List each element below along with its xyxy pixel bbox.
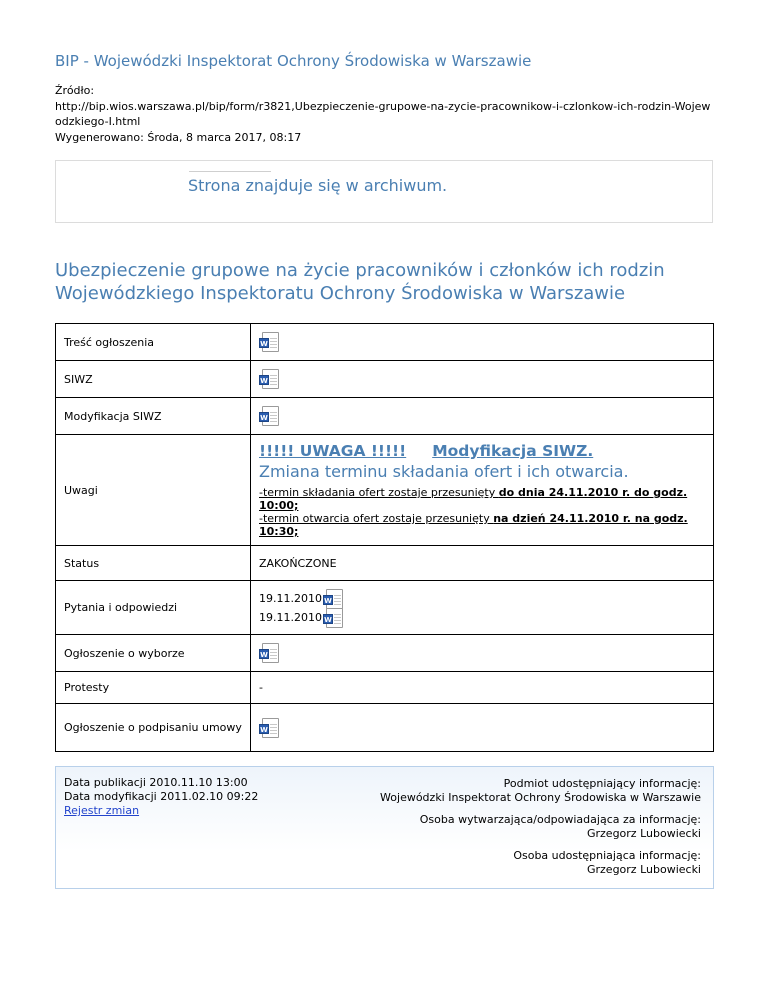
word-document-icon[interactable]: W	[259, 718, 279, 738]
row-value	[251, 704, 714, 752]
row-value	[251, 435, 714, 546]
row-label: Uwagi	[56, 435, 251, 546]
source-label: Źródło:	[55, 84, 95, 97]
word-document-icon[interactable]: W	[259, 643, 279, 663]
table-row-siwz	[56, 361, 714, 398]
qa-item: 19.11.2010 W	[259, 608, 705, 627]
row-value	[251, 635, 714, 672]
row-label: Protesty	[56, 672, 251, 704]
site-title: BIP - Wojewódzki Inspektorat Ochrony Środowiska w Warszawie	[55, 52, 532, 70]
subject-label: Podmiot udostępniający informację:	[503, 777, 701, 790]
archive-notice: Strona znajduje się w archiwum.	[188, 176, 448, 195]
protesty-value: -	[251, 672, 714, 704]
row-label: Ogłoszenie o wyborze	[56, 635, 251, 672]
table-row-wybor	[56, 635, 714, 672]
archive-notice-box	[55, 160, 713, 223]
footer-responsibility	[380, 777, 701, 885]
row-label: Treść ogłoszenia	[56, 324, 251, 361]
table-row-uwagi	[56, 435, 714, 546]
document-meta	[55, 83, 715, 145]
source-url: http://bip.wios.warszawa.pl/bip/form/r3821,Ubezpieczenie-grupowe-na-zycie-pracownikow-i-czlonkow-ich-rodzin-Wojewodzkiego-I.html	[55, 99, 711, 128]
row-label: Ogłoszenie o podpisaniu umowy	[56, 704, 251, 752]
archive-divider	[189, 171, 271, 172]
table-row-mod-siwz	[56, 398, 714, 435]
uwaga-heading: !!!!! UWAGA !!!!! Modyfikacja SIWZ.	[259, 442, 594, 460]
metadata-footer	[55, 766, 714, 889]
row-value	[251, 324, 714, 361]
row-label: Modyfikacja SIWZ	[56, 398, 251, 435]
table-row-umowa	[56, 704, 714, 752]
row-label: SIWZ	[56, 361, 251, 398]
publisher-info	[380, 849, 701, 876]
word-document-icon[interactable]: W	[323, 608, 343, 628]
table-row-protesty	[56, 672, 714, 704]
modification-date: Data modyfikacji 2011.02.10 09:22	[64, 790, 259, 803]
word-document-icon[interactable]: W	[323, 589, 343, 609]
word-document-icon[interactable]: W	[259, 332, 279, 352]
publisher-value: Grzegorz Lubowiecki	[586, 862, 701, 876]
author-value: Grzegorz Lubowiecki	[586, 826, 701, 840]
qa-item: 19.11.2010 W	[259, 589, 705, 608]
uwaga-subheading: Zmiana terminu składania ofert i ich otwarcia.	[259, 462, 629, 481]
row-value	[251, 361, 714, 398]
row-value	[251, 398, 714, 435]
publication-date: Data publikacji 2010.11.10 13:00	[64, 776, 248, 789]
generated-date: Wygenerowano: Środa, 8 marca 2017, 08:17	[55, 130, 302, 144]
status-value: ZAKOŃCZONE	[251, 546, 714, 581]
subject-value: Wojewódzki Inspektorat Ochrony Środowiska w Warszawie	[380, 790, 701, 804]
word-document-icon[interactable]: W	[259, 369, 279, 389]
uwaga-body: -termin składania ofert zostaje przesunięty do dnia 24.11.2010 r. do godz. 10:00; -termin otwarcia ofert zostaje przesunięty na dzień 24.11.2010 r. na godz. 10:30;	[259, 486, 688, 538]
row-value	[251, 581, 714, 635]
page-title: Ubezpieczenie grupowe na życie pracowników i członków ich rodzin Wojewódzkiego Inspektoratu Ochrony Środowiska w Warszawie	[55, 260, 665, 304]
author-info	[380, 813, 701, 840]
author-label: Osoba wytwarzająca/odpowiadająca za informację:	[419, 813, 701, 826]
changes-register-link[interactable]: Rejestr zmian	[64, 804, 140, 817]
table-row-qa	[56, 581, 714, 635]
footer-dates	[64, 776, 258, 818]
row-label: Pytania i odpowiedzi	[56, 581, 251, 635]
tender-info-table	[55, 323, 714, 752]
word-document-icon[interactable]: W	[259, 406, 279, 426]
table-row-status	[56, 546, 714, 581]
subject-info	[380, 777, 701, 804]
row-label: Status	[56, 546, 251, 581]
table-row-tresc	[56, 324, 714, 361]
publisher-label: Osoba udostępniająca informację:	[513, 849, 701, 862]
